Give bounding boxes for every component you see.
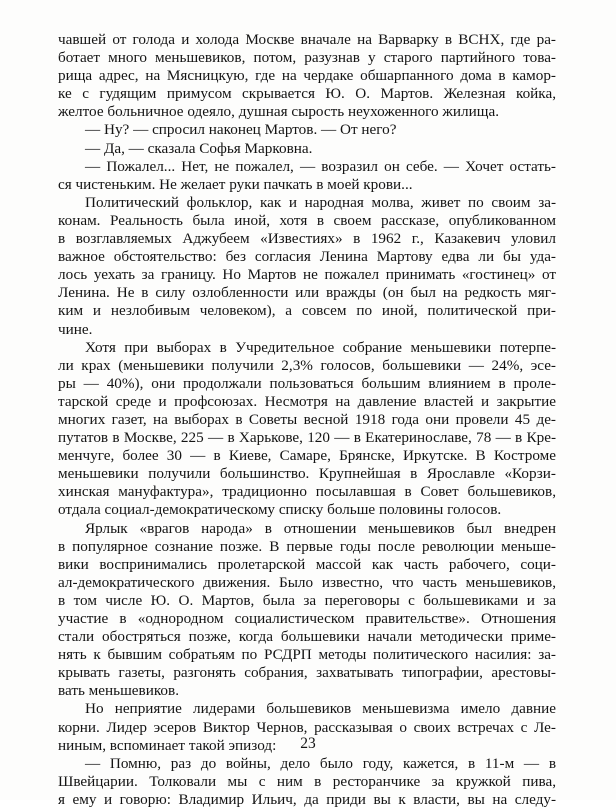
text-line: важное обстоятельство: без согласия Ленина Мартову едва ли бы уда- [58, 248, 556, 266]
text-line: в популярное сознание позже. В первые годы после революции меньше- [58, 537, 556, 555]
text-line: Ярлык «врагов народа» в отношении меньшевиков был внедрен [85, 519, 556, 537]
text-line: корни. Лидер эсеров Виктор Чернов, рассказывая о своих встречах с Ле- [58, 718, 556, 736]
text-line: ал-демократического движения. Было известно, что часть меньшевиков, [58, 573, 556, 591]
text-line: рища адрес, на Мясницкую, где на чердаке обшарпанного дома в камор- [58, 67, 556, 85]
text-line: — Помню, раз до войны, дело было году, кажется, в 11-м — в [85, 754, 556, 772]
text-line: ниным, вспоминает такой эпизод: [58, 736, 277, 754]
text-line: чавшей от голода и холода Москве вначале на Варварку в ВСНХ, где ра- [58, 31, 556, 48]
text-line: Политический фольклор, как и народная молва, живет по своим за- [85, 193, 556, 211]
text-line: ли крах (меньшевики получили 2,3% голосов, большевики — 24%, эсе- [58, 356, 556, 374]
text-line: стали обостряться позже, когда большевики начали методически приме- [58, 628, 556, 646]
text-line: Ленина. Не в силу озлобленности или вражды (он был на редкость мяг- [58, 284, 556, 302]
paragraph [58, 520, 556, 701]
text-line: путатов в Москве, 225 — в Харькове, 120 — в Екатеринославе, 78 — в Кре- [58, 429, 556, 447]
paragraph [58, 158, 556, 194]
text-line: нять к бывшим собратьям по РСДРП методы политического насилия: за- [58, 646, 556, 664]
text-line: я ему и говорю: Владимир Ильич, да приди вы к власти, вы на следу- [58, 790, 556, 808]
text-column [58, 31, 556, 809]
text-line: ким и незлобивым человеком), а совсем по иной, политической при- [58, 302, 556, 320]
text-line: Швейцарии. Толковали мы с ним в ресторанчике за кружкой пива, [58, 772, 556, 790]
text-line: меньшевики получили большинство. Крупнейшая в Ярославле «Корзи- [58, 465, 556, 483]
text-line: хинская мануфактура», традиционно посылавшая в Совет большевиков, [58, 483, 556, 501]
text-line: многих газет, на выборах в Советы весной 1918 года они провели 45 де- [58, 410, 556, 428]
page-number: 23 [300, 735, 316, 752]
text-line: ботает много меньшевиков, потом, разузнав у старого партийного това- [58, 49, 556, 67]
text-line: — Ну? — спросил наконец Мартов. — От него? [85, 121, 397, 139]
text-line: крывать газеты, разгонять собрания, захватывать типографии, арестовы- [58, 664, 556, 682]
text-line: Хотя при выборах в Учредительное собрание меньшевики потерпе- [85, 338, 556, 356]
paragraph [58, 121, 556, 139]
text-line: желтое больничное одеяло, душная сырость неухоженного жилища. [58, 103, 499, 121]
text-line: ся чистеньким. Не желает руки пачкать в моей крови... [58, 175, 413, 193]
paragraph [58, 31, 556, 121]
text-line: тарской среде и профсоюзах. Несмотря на давление властей и закрытие [58, 392, 556, 410]
text-line: конам. Реальность была иной, хотя в своем рассказе, опубликованном [58, 211, 556, 229]
text-line: Но неприятие лидерами большевиков меньшевизма имело давние [85, 700, 556, 718]
text-line: вать меньшевиков. [58, 682, 179, 700]
paragraph [58, 339, 556, 520]
text-line: ры — 40%), они продолжали пользоваться большим влиянием в проле- [58, 374, 556, 392]
text-line: в возглавляемых Аджубеем «Известиях» в 1962 г., Казакевич уловил [58, 230, 556, 248]
text-line: лось уехать за границу. Но Мартов не пожалел принимать «гостинец» от [58, 266, 556, 284]
paragraph [58, 194, 556, 339]
text-line: вики воспринимались пролетарской массой как часть рабочего, соци- [58, 555, 556, 573]
text-line: ке с гудящим примусом скрывается Ю. О. Мартов. Железная койка, [58, 85, 556, 103]
text-line: отдала социал-демократическому списку больше половины голосов. [58, 501, 502, 519]
text-line: в том числе Ю. О. Мартов, была за переговоры с большевиками и за [58, 591, 556, 609]
text-line: участие в «однородном социалистическом правительстве». Отношения [58, 610, 556, 627]
paragraph [58, 140, 556, 158]
text-line: — Да, — сказала Софья Марковна. [85, 139, 313, 157]
text-line: — Пожалел... Нет, не пожалел, — возразил он себе. — Хочет остать- [85, 157, 556, 175]
text-line: менчуге, более 30 — в Киеве, Самаре, Брянске, Иркутске. В Костроме [58, 447, 556, 465]
text-line: чине. [58, 320, 93, 338]
paragraph [58, 755, 556, 809]
